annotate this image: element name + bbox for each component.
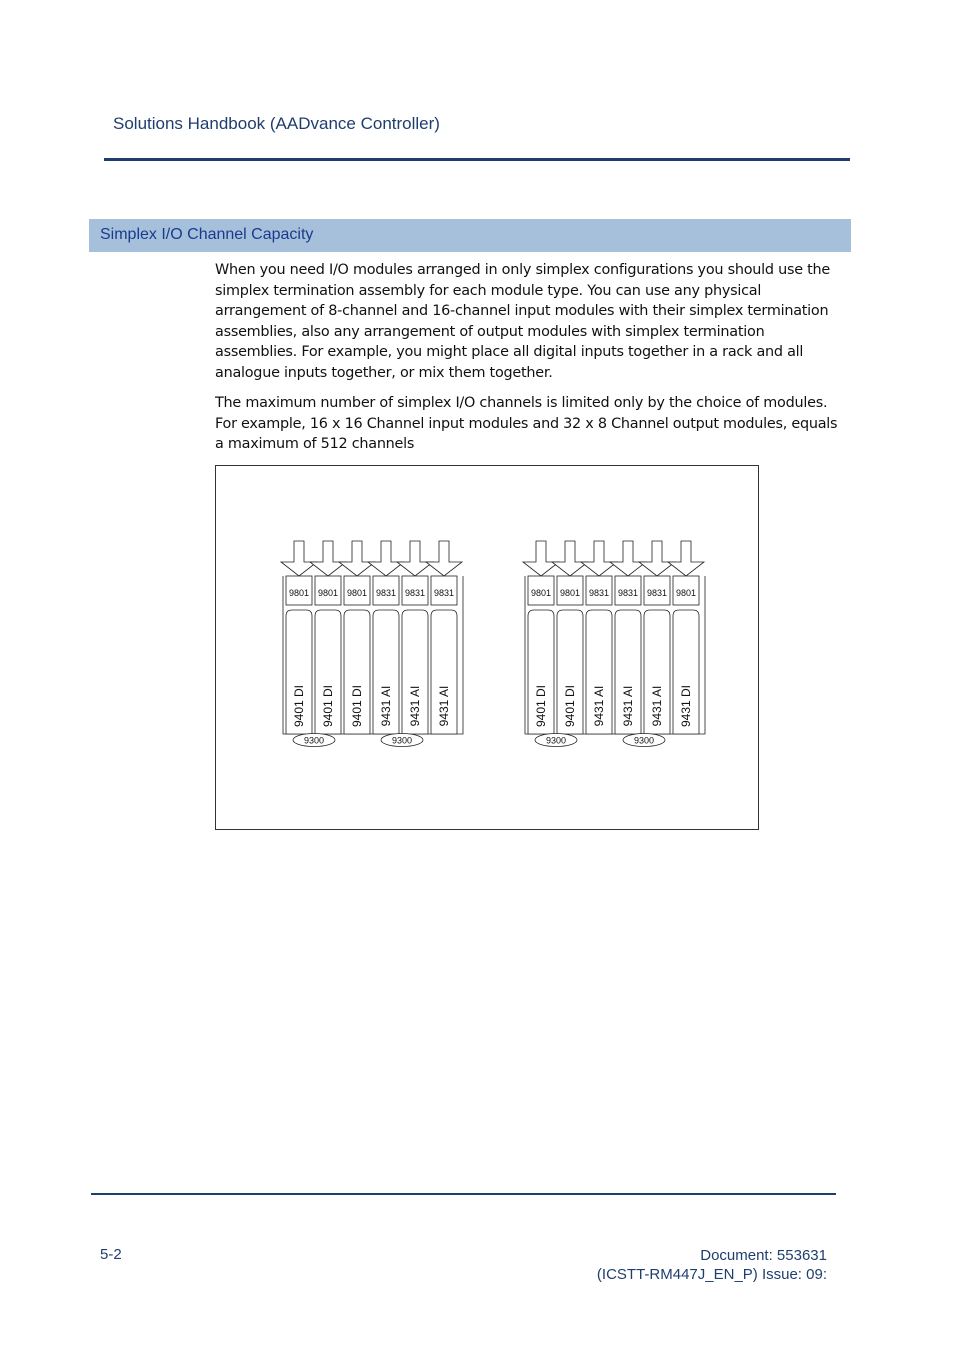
base-unit-label: 9300 [303,735,325,746]
module-label: 9431 AI [437,685,451,727]
termination-label: 9831 [375,588,397,598]
input-arrow [339,541,375,576]
termination-label: 9801 [559,588,581,598]
termination-label: 9831 [433,588,455,598]
input-arrow [426,541,462,576]
page-number: 5-2 [100,1246,122,1263]
footer-divider [91,1193,836,1195]
termination-label: 9831 [588,588,610,598]
termination-label: 9801 [288,588,310,598]
input-arrow [368,541,404,576]
simplex-io-figure [215,465,759,830]
input-arrow [552,541,588,576]
module-label: 9401 DI [534,684,548,728]
input-arrow [397,541,433,576]
module-label: 9431 AI [592,685,606,727]
base-unit-label: 9300 [391,735,413,746]
body-paragraph-2: The maximum number of simplex I/O channels is limited only by the choice of modules. For example, 16 x 16 Channel input modules and 32 x 8 Channel output modules, equals a maximum of 512 channels [215,395,838,452]
module-label: 9401 DI [292,684,306,728]
termination-label: 9831 [617,588,639,598]
section-heading-bar [89,219,851,252]
module-label: 9431 AI [621,685,635,727]
header-divider [104,158,850,161]
termination-label: 9831 [404,588,426,598]
rack-diagram [216,466,758,829]
termination-label: 9831 [646,588,668,598]
input-arrow [523,541,559,576]
input-arrow [310,541,346,576]
module-label: 9431 DI [679,684,693,728]
module-label: 9401 DI [321,684,335,728]
termination-label: 9801 [675,588,697,598]
input-arrow [639,541,675,576]
input-arrow [668,541,704,576]
module-label: 9431 AI [408,685,422,727]
input-arrow [610,541,646,576]
base-unit-label: 9300 [633,735,655,746]
base-unit-label: 9300 [545,735,567,746]
document-reference [597,1246,827,1284]
input-arrow [581,541,617,576]
termination-label: 9801 [530,588,552,598]
termination-label: 9801 [317,588,339,598]
body-paragraph-1: When you need I/O modules arranged in only simplex configurations you should use the simplex termination assembly for each module type. You can use any physical arrangement of 8-channel and 16-channel input modules with their simplex termination assemblies, also any arrangement of output modules with simplex termination assemblies. For example, you might place all digital inputs together in a rack and all analogue inputs together, or mix them together. [215,262,830,381]
document-issue: (ICSTT-RM447J_EN_P) Issue: 09: [596,1266,827,1283]
section-title: Simplex I/O Channel Capacity [100,226,314,243]
module-label: 9431 AI [379,685,393,727]
module-label: 9401 DI [563,684,577,728]
running-header-title: Solutions Handbook (AADvance Controller) [113,114,440,133]
input-arrow [281,541,317,576]
termination-label: 9801 [346,588,368,598]
module-label: 9401 DI [350,684,364,728]
document-number: Document: 553631 [700,1247,827,1264]
module-label: 9431 AI [650,685,664,727]
